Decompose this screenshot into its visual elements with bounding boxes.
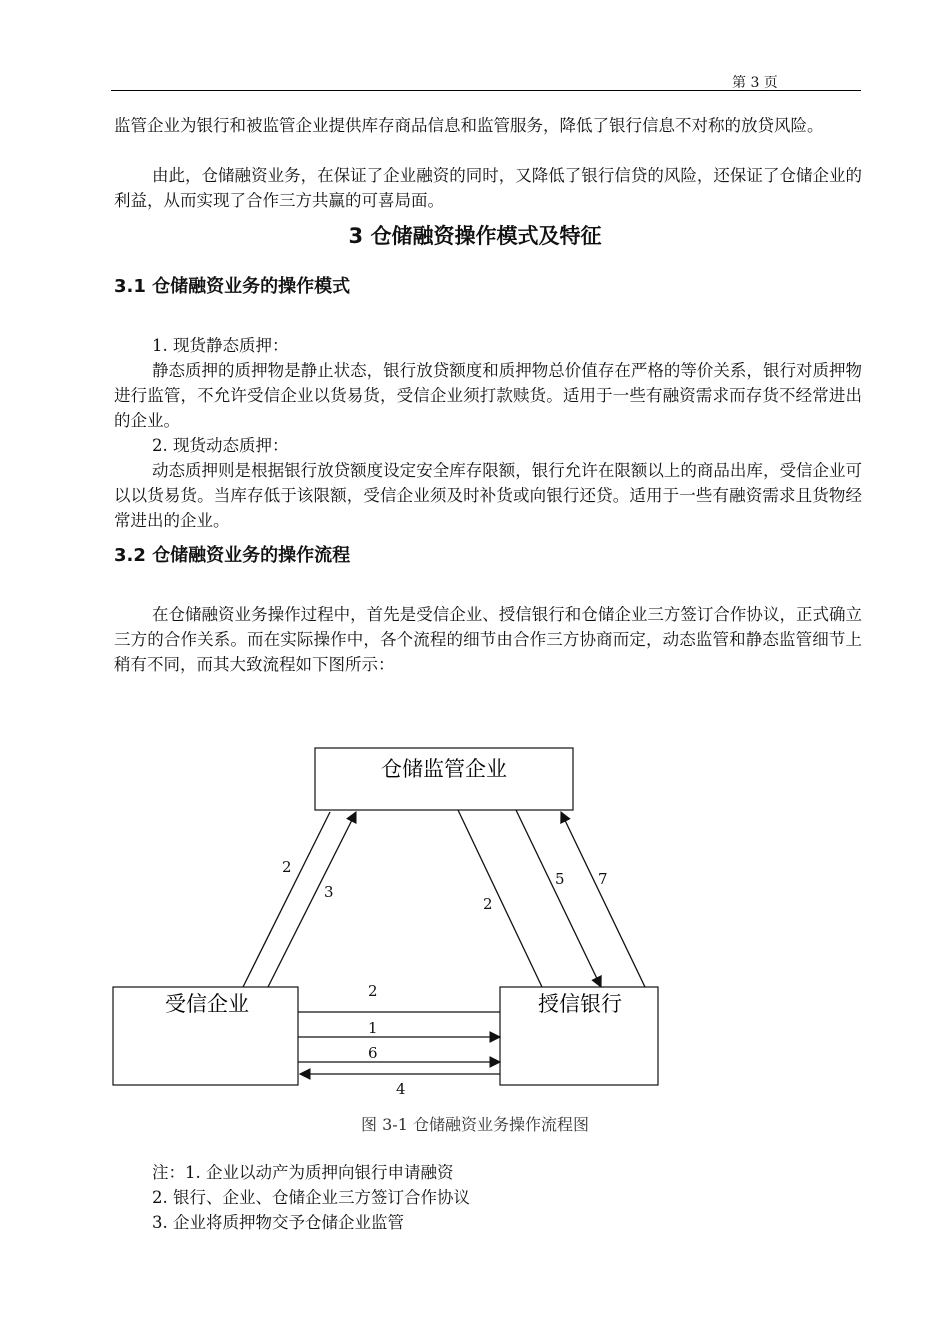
intro-paragraph-2: 由此，仓储融资业务，在保证了企业融资的同时，又降低了银行信贷的风险，还保证了仓储企业的利益，从而实现了合作三方共赢的可喜局面。 [114, 166, 862, 210]
edge-label: 2 [368, 982, 378, 1000]
intro-paragraph-1: 监管企业为银行和被监管企业提供库存商品信息和监管服务，降低了银行信息不对称的放贷风险。 [114, 116, 824, 135]
edge-label: 6 [368, 1044, 378, 1062]
edge-label: 1 [368, 1019, 378, 1037]
subsection-title-3-2: 3.2 仓储融资业务的操作流程 [114, 545, 351, 566]
note-3: 3. 企业将质押物交予仓储企业监管 [152, 1213, 404, 1232]
edge-label: 3 [324, 883, 334, 901]
note-2: 2. 银行、企业、仓储企业三方签订合作协议 [152, 1188, 470, 1207]
note-1: 注：1. 企业以动产为质押向银行申请融资 [152, 1163, 454, 1182]
flow-intro-paragraph: 在仓储融资业务操作过程中，首先是受信企业、授信银行和仓储企业三方签订合作协议，正式确立三方的合作关系。而在实际操作中，各个流程的细节由合作三方协商而定，动态监管和静态监管细节上稍有不同，而其大致流程如下图所示： [114, 605, 862, 674]
edge-label: 4 [396, 1080, 406, 1098]
item2-title: 2. 现货动态质押： [152, 436, 289, 455]
edge-label: 5 [555, 870, 565, 888]
item2-text: 动态质押则是根据银行放贷额度设定安全库存限额，银行允许在限额以上的商品出库，受信企业可以以货易货。当库存低于该限额，受信企业须及时补货或向银行还贷。适用于一些有融资需求且货物经常进出的企业。 [114, 461, 862, 530]
section-title: 3 仓储融资操作模式及特征 [348, 224, 602, 248]
edge-borrower-warehouse-inner [268, 812, 356, 987]
item1-text: 静态质押的质押物是静止状态，银行放贷额度和质押物总价值存在严格的等价关系，银行对质押物进行监管，不允许受信企业以货易货，受信企业须打款赎货。适用于一些有融资需求而存货不经常进出的企业。 [114, 361, 862, 430]
subsection-title-3-1: 3.1 仓储融资业务的操作模式 [114, 276, 351, 297]
figure-caption: 图 3-1 仓储融资业务操作流程图 [361, 1115, 589, 1134]
bank-node-label: 授信银行 [538, 992, 622, 1016]
item1-title: 1. 现货静态质押： [152, 336, 289, 355]
edge-borrower-warehouse-outer [243, 812, 330, 987]
edge-bank-warehouse-up [561, 812, 645, 987]
edge-label: 2 [282, 858, 292, 876]
page-number: 第 3 页 [732, 75, 778, 91]
edge-label: 2 [483, 895, 493, 913]
borrower-node-label: 受信企业 [165, 992, 249, 1016]
warehouse-node-label: 仓储监管企业 [381, 757, 507, 781]
edge-label: 7 [598, 870, 608, 888]
